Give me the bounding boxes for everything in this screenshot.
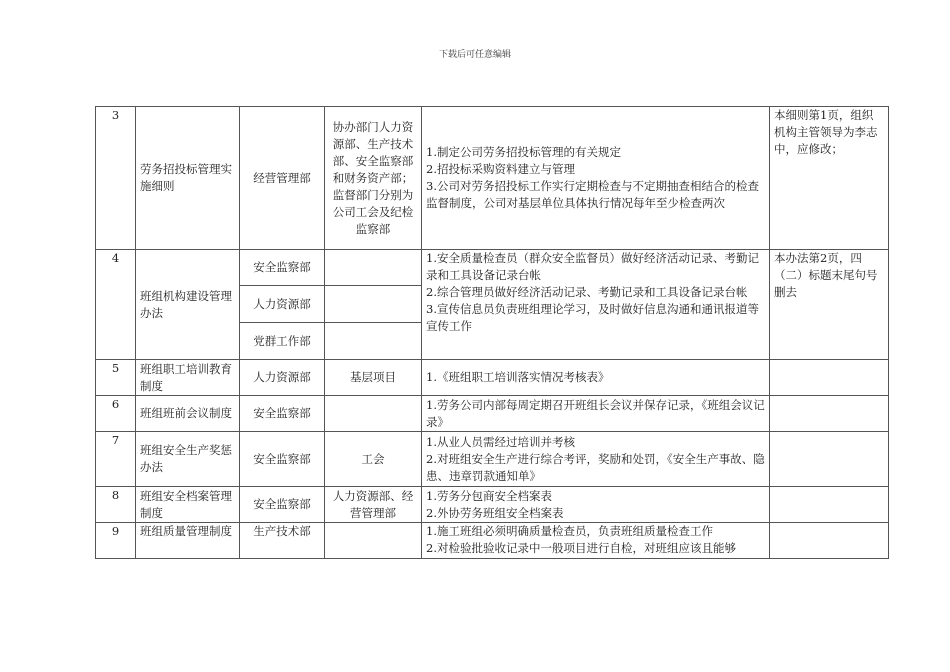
responsible-dept: 安全监察部 xyxy=(240,250,325,286)
requirement-item: 2.对检验批验收记录中一般项目进行自检，对班组应该且能够 xyxy=(426,541,736,555)
requirement-item: 1.劳务分包商安全档案表 xyxy=(426,488,552,503)
requirements-cell xyxy=(422,523,770,559)
coop-dept: 人力资源部、经营管理部 xyxy=(325,487,422,523)
responsible-dept: 安全监察部 xyxy=(240,396,325,432)
row-number: 4 xyxy=(96,250,136,360)
responsible-dept: 安全监察部 xyxy=(240,487,325,523)
document-name: 班组机构建设管理办法 xyxy=(136,250,240,360)
requirement-item: 1.施工班组必须明确质量检查员，负责班组质量检查工作 xyxy=(426,524,713,538)
row-number: 5 xyxy=(96,360,136,396)
management-table xyxy=(95,106,889,559)
remark-cell xyxy=(770,360,889,396)
coop-dept xyxy=(325,250,422,286)
document-name: 班组班前会议制度 xyxy=(136,396,240,432)
document-name: 班组质量管理制度 xyxy=(136,523,240,559)
requirements-cell xyxy=(422,360,770,396)
requirement-item: 1.《班组职工培训落实情况考核表》 xyxy=(426,370,610,384)
requirement-item: 1.制定公司劳务招投标管理的有关规定 xyxy=(426,145,621,159)
requirement-item: 2.外协劳务班组安全档案表 xyxy=(426,505,564,520)
coop-dept: 工会 xyxy=(325,432,422,487)
coop-dept: 基层项目 xyxy=(325,360,422,396)
remark-cell: 本办法第2页，四（二）标题末尾句号删去 xyxy=(770,250,889,360)
coop-dept xyxy=(325,523,422,559)
responsible-dept: 人力资源部 xyxy=(240,286,325,323)
row-number: 6 xyxy=(96,396,136,432)
responsible-dept: 生产技术部 xyxy=(240,523,325,559)
responsible-dept: 安全监察部 xyxy=(240,432,325,487)
row-number: 7 xyxy=(96,432,136,487)
table-row xyxy=(96,107,889,250)
remark-cell xyxy=(770,396,889,432)
row-number: 3 xyxy=(96,107,136,250)
row-number: 8 xyxy=(96,487,136,523)
coop-dept xyxy=(325,323,422,360)
requirements-cell xyxy=(422,487,770,523)
coop-dept: 协办部门人力资源部、生产技术部、安全监察部和财务资产部；监督部门分别为公司工会及纪检监察部 xyxy=(325,107,422,250)
remark-cell xyxy=(770,432,889,487)
requirement-item: 2.综合管理员做好经济活动记录、考勤记录和工具设备记录台帐 xyxy=(426,285,748,299)
requirement-item: 2.招投标采购资料建立与管理 xyxy=(426,162,575,176)
remark-cell xyxy=(770,523,889,559)
requirements-cell xyxy=(422,250,770,360)
remark-cell: 本细则第1页，组织机构主管领导为李志中，应修改； xyxy=(770,107,889,250)
table-row xyxy=(96,487,889,523)
table-row xyxy=(96,432,889,487)
coop-dept xyxy=(325,286,422,323)
document-name: 班组职工培训教育制度 xyxy=(136,360,240,396)
requirements-cell xyxy=(422,107,770,250)
table-row xyxy=(96,250,889,286)
responsible-dept: 人力资源部 xyxy=(240,360,325,396)
table-row xyxy=(96,396,889,432)
table-row xyxy=(96,360,889,396)
page-header: 下载后可任意编辑 xyxy=(438,50,511,60)
responsible-dept: 党群工作部 xyxy=(240,323,325,360)
row-number: 9 xyxy=(96,523,136,559)
requirements-cell xyxy=(422,396,770,432)
document-name: 劳务招投标管理实施细则 xyxy=(136,107,240,250)
responsible-dept: 经营管理部 xyxy=(240,107,325,250)
requirement-item: 1.劳务公司内部每周定期召开班组长会议并保存记录，《班组会议记录》 xyxy=(426,397,765,429)
requirement-item: 2.对班组安全生产进行综合考评，奖励和处罚，《安全生产事故、隐患、违章罚款通知单》 xyxy=(426,451,765,483)
requirement-item: 3.宣传信息员负责班组理论学习，及时做好信息沟通和通讯报道等宣传工作 xyxy=(426,302,759,333)
requirements-cell xyxy=(422,432,770,487)
requirement-item: 1.安全质量检查员（群众安全监督员）做好经济活动记录、考勤记录和工具设备记录台帐 xyxy=(426,251,759,282)
requirement-item: 1.从业人员需经过培训并考核 xyxy=(426,434,575,449)
document-name: 班组安全生产奖惩办法 xyxy=(136,432,240,487)
document-name: 班组安全档案管理制度 xyxy=(136,487,240,523)
table-row xyxy=(96,523,889,559)
coop-dept xyxy=(325,396,422,432)
remark-cell xyxy=(770,487,889,523)
requirement-item: 3.公司对劳务招投标工作实行定期检查与不定期抽查相结合的检查监督制度，公司对基层单位具体执行情况每年至少检查两次 xyxy=(426,179,759,210)
